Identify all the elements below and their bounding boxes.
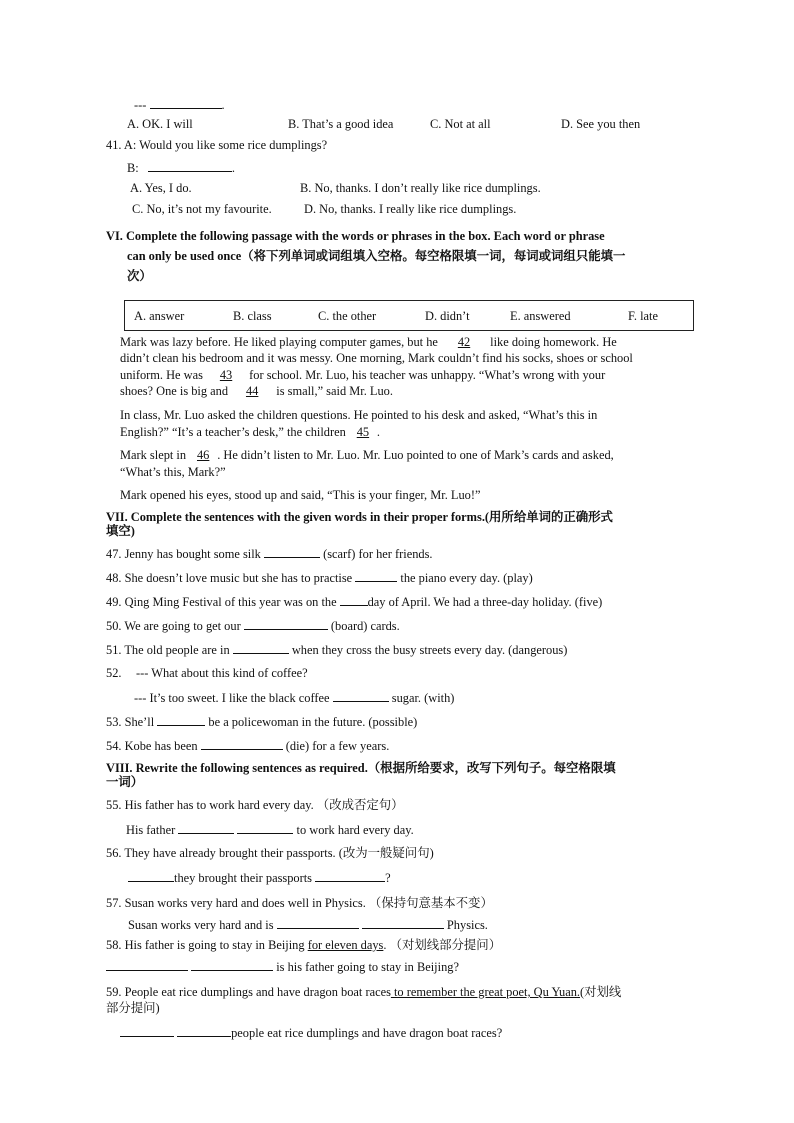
passage-text: . xyxy=(376,425,381,439)
q54 xyxy=(106,737,389,754)
answer-blank[interactable] xyxy=(120,1024,174,1037)
question-text: 58. His father is going to stay in Beijing xyxy=(106,938,305,952)
question-text: 49. Qing Ming Festival of this year was on the xyxy=(106,595,337,609)
blank-44[interactable]: 44 xyxy=(245,384,259,398)
section-vi-heading-line2: can only be used once（将下列单词或词组填入空格。每空格限填一词，每词或词组只能填一 xyxy=(127,249,626,263)
q57: 57. Susan works very hard and does well in Physics. （保持句意基本不变） xyxy=(106,896,493,910)
answer-blank[interactable] xyxy=(244,617,328,630)
answer-blank[interactable] xyxy=(233,641,289,654)
word-option: F. late xyxy=(628,309,658,323)
q58 xyxy=(106,937,501,953)
q52-dialog-b xyxy=(134,689,454,706)
question-text: when they cross the busy streets every day. (dangerous) xyxy=(291,643,568,657)
question-text: (scarf) for her friends. xyxy=(323,547,433,561)
answer-blank[interactable] xyxy=(191,958,273,971)
answer-blank[interactable] xyxy=(277,916,359,929)
q41-option-b: B. No, thanks. I don’t really like rice dumplings. xyxy=(300,181,541,195)
word-option: B. class xyxy=(233,309,272,323)
q48 xyxy=(106,569,533,586)
q47 xyxy=(106,545,433,562)
section-viii-heading-line1: VIII. Rewrite the following sentences as required.（根据所给要求，改写下列句子。每空格限填 xyxy=(106,761,616,775)
answer-text: they brought their passports xyxy=(174,871,312,885)
passage-line xyxy=(120,447,614,463)
dialog-prefix: --- xyxy=(134,98,147,112)
q59 xyxy=(106,984,621,1000)
answer-blank[interactable] xyxy=(340,593,368,606)
word-option: E. answered xyxy=(510,309,571,323)
q55: 55. His father has to work hard every day. （改成否定句） xyxy=(106,798,404,812)
question-text: 59. People eat rice dumplings and have dragon boat races xyxy=(106,985,391,999)
passage-line: In class, Mr. Luo asked the children questions. He pointed to his desk and asked, “What’s this in xyxy=(120,408,598,422)
question-text: 47. Jenny has bought some silk xyxy=(106,547,261,561)
passage-line xyxy=(120,383,393,399)
passage-text: for school. Mr. Luo, his teacher was unhappy. “What’s wrong with your xyxy=(249,368,606,382)
dialog-end: . xyxy=(221,98,225,112)
question-text: (board) cards. xyxy=(330,619,400,633)
q40-option-d: D. See you then xyxy=(561,117,641,131)
section-vi-heading-line1: VI. Complete the following passage with the words or phrases in the box. Each word or phrase xyxy=(106,229,605,243)
q41-question: 41. A: Would you like some rice dumplings? xyxy=(106,138,328,152)
underlined-phrase: for eleven days xyxy=(307,938,384,952)
answer-text: Susan works very hard and is xyxy=(128,918,274,932)
question-text: --- It’s too sweet. I like the black coffee xyxy=(134,691,330,705)
q51 xyxy=(106,641,567,658)
question-text: 51. The old people are in xyxy=(106,643,230,657)
question-text: 50. We are going to get our xyxy=(106,619,241,633)
answer-blank[interactable] xyxy=(157,713,205,726)
passage-text: Mark slept in xyxy=(120,448,187,462)
answer-blank[interactable] xyxy=(237,821,293,834)
q58-answer xyxy=(106,958,459,975)
q40-option-a: A. OK. I will xyxy=(127,117,193,131)
section-vii-heading-line2: 填空) xyxy=(106,524,135,538)
q59-answer xyxy=(120,1024,502,1041)
q41-option-a: A. Yes, I do. xyxy=(130,181,192,195)
q41-option-d: D. No, thanks. I really like rice dumplings. xyxy=(304,202,517,216)
answer-blank[interactable] xyxy=(362,916,444,929)
q40-option-c: C. Not at all xyxy=(430,117,491,131)
question-text: (对划线 xyxy=(580,985,622,999)
q41-answer-line xyxy=(127,159,235,176)
q40-option-b: B. That’s a good idea xyxy=(288,117,394,131)
q53 xyxy=(106,713,417,730)
question-text: the piano every day. (play) xyxy=(400,571,533,585)
question-text: day of April. We had a three-day holiday. (five) xyxy=(367,595,603,609)
blank-45[interactable]: 45 xyxy=(356,425,370,439)
passage-line: “What’s this, Mark?” xyxy=(120,465,226,479)
answer-blank[interactable] xyxy=(106,958,188,971)
word-box xyxy=(124,300,694,331)
q56: 56. They have already brought their passports. (改为一般疑问句) xyxy=(106,846,434,860)
question-text: . （对划线部分提问） xyxy=(383,938,502,952)
answer-blank[interactable] xyxy=(201,737,283,750)
q52-number: 52. xyxy=(106,666,122,680)
word-option: C. the other xyxy=(318,309,377,323)
passage-text: like doing homework. He xyxy=(490,335,617,349)
q57-answer xyxy=(128,916,488,933)
answer-text: people eat rice dumplings and have dragon boat races? xyxy=(231,1026,503,1040)
answer-blank[interactable] xyxy=(178,821,234,834)
answer-blank[interactable] xyxy=(355,569,397,582)
passage-text: Mark was lazy before. He liked playing computer games, but he xyxy=(120,335,438,349)
answer-blank[interactable] xyxy=(333,689,389,702)
section-vi-heading-line3: 次） xyxy=(127,269,152,283)
word-option: A. answer xyxy=(134,309,185,323)
q50 xyxy=(106,617,400,634)
answer-text: to work hard every day. xyxy=(296,823,414,837)
question-text: 54. Kobe has been xyxy=(106,739,198,753)
q56-answer xyxy=(128,869,391,886)
section-vii-heading-line1: VII. Complete the sentences with the given words in their proper forms.(用所给单词的正确形式 xyxy=(106,510,613,524)
passage-line xyxy=(120,424,380,440)
question-text: 48. She doesn’t love music but she has to practise xyxy=(106,571,353,585)
answer-text: is his father going to stay in Beijing? xyxy=(276,960,459,974)
q55-answer xyxy=(126,821,414,838)
passage-line xyxy=(120,334,617,350)
question-text: be a policewoman in the future. (possible) xyxy=(208,715,418,729)
q52-dialog-a: --- What about this kind of coffee? xyxy=(136,666,308,680)
passage-line: Mark opened his eyes, stood up and said, “This is your finger, Mr. Luo!” xyxy=(120,488,481,502)
q40-dialog xyxy=(134,96,225,113)
question-text: (die) for a few years. xyxy=(285,739,390,753)
word-option: D. didn’t xyxy=(425,309,470,323)
answer-text: Physics. xyxy=(446,918,488,932)
passage-text: uniform. He was xyxy=(120,368,203,382)
passage-text: English?” “It’s a teacher’s desk,” the children xyxy=(120,425,346,439)
q41-option-c: C. No, it’s not my favourite. xyxy=(132,202,272,216)
question-text: sugar. (with) xyxy=(391,691,455,705)
answer-blank[interactable] xyxy=(264,545,320,558)
blank-42[interactable]: 42 xyxy=(457,335,471,349)
answer-blank[interactable] xyxy=(150,96,222,109)
blank-43[interactable]: 43 xyxy=(219,368,233,382)
question-text: 53. She’ll xyxy=(106,715,155,729)
section-viii-heading-line2: 一词） xyxy=(106,775,144,789)
q49 xyxy=(106,593,602,610)
speaker-b: B: xyxy=(127,161,139,175)
answer-blank[interactable] xyxy=(148,159,232,172)
answer-blank[interactable] xyxy=(128,869,174,882)
q59-line2: 部分提问) xyxy=(106,1001,160,1015)
blank-46[interactable]: 46 xyxy=(196,448,210,462)
passage-line: didn’t clean his bedroom and it was messy. One morning, Mark couldn’t find his socks, shoes or school xyxy=(120,351,633,365)
passage-text: shoes? One is big and xyxy=(120,384,229,398)
answer-text: ? xyxy=(385,871,391,885)
answer-text: His father xyxy=(126,823,176,837)
answer-end: . xyxy=(231,161,235,175)
underlined-phrase: to remember the great poet, Qu Yuan. xyxy=(390,985,581,999)
passage-text: . He didn’t listen to Mr. Luo. Mr. Luo pointed to one of Mark’s cards and asked, xyxy=(217,448,614,462)
answer-blank[interactable] xyxy=(315,869,385,882)
answer-blank[interactable] xyxy=(177,1024,231,1037)
passage-line xyxy=(120,367,605,383)
passage-text: is small,” said Mr. Luo. xyxy=(276,384,393,398)
